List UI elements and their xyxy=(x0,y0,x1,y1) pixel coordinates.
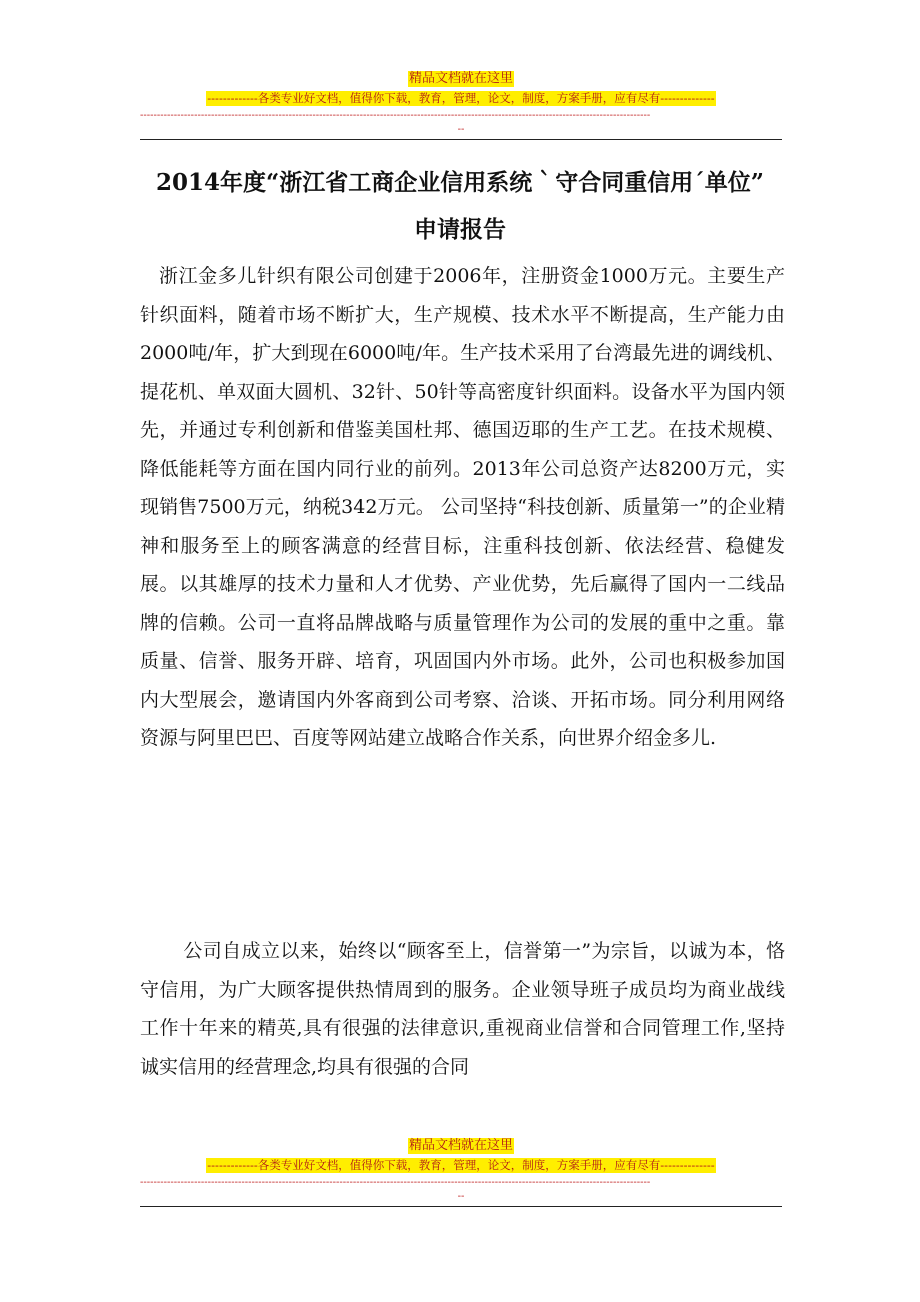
body-paragraph-1: 浙江金多儿针织有限公司创建于2006年，注册资金1000万元。主要生产针织面料，随着市场不断扩大，生产规模、技术水平不断提高，生产能力由2000吨/年，扩大到现在6000吨/年。生产技术采用了台湾最先进的调线机、提花机、单双面大圆机、32针、50针等高密度针织面料。设备水平为国内领先，并通过专利创新和借鉴美国杜邦、德国迈耶的生产工艺。在技术规模、降低能耗等方面在国内同行业的前列。2013年公司总资产达8200万元，实现销售7500万元，纳税342万元。 公司坚持“科技创新、质量第一”的企业精神和服务至上的顾客满意的经营目标，注重科技创新、依法经营、稳健发展。以其雄厚的技术力量和人才优势、产业优势，先后赢得了国内一二线品牌的信赖。公司一直将品牌战略与质量管理作为公司的发展的重中之重。靠质量、信誉、服务开辟、培育，巩固国内外市场。此外，公司也积极参加国内大型展会，邀请国内外客商到公司考察、洽谈、开拓市场。同分利用网络资源与阿里巴巴、百度等网站建立战略合作关系，向世界介绍金多儿. xyxy=(140,265,785,749)
footer-dash-tail: -- xyxy=(457,1191,465,1202)
header-dash-line: ------------------------------------------------------------------------------------------------------------------------------------------------------- xyxy=(140,110,651,121)
header-dash-tail: -- xyxy=(457,124,465,135)
footer-top-text: 精品文档就在这里 xyxy=(408,1138,513,1153)
footer-dash-line: ------------------------------------------------------------------------------------------------------------------------------------------------------- xyxy=(140,1177,651,1188)
footer-rule xyxy=(140,1206,782,1207)
document-title-line1: 2014年度“浙江省工商企业信用系统｀守合同重信用´单位” xyxy=(156,169,764,196)
footer-subtitle: -------------各类专业好文档，值得你下载，教育，管理，论文，制度，方案手册，应有尽有-------------- xyxy=(207,1158,715,1172)
page-header xyxy=(140,67,782,140)
document-title-line2: 申请报告 xyxy=(414,216,506,243)
page-footer xyxy=(140,1134,782,1207)
header-rule xyxy=(140,139,782,140)
body-paragraph-2 xyxy=(140,932,785,1086)
header-subtitle: -------------各类专业好文档，值得你下载，教育，管理，论文，制度，方案手册，应有尽有-------------- xyxy=(207,91,715,105)
body-paragraph-2-text: 公司自成立以来，始终以“顾客至上，信誉第一”为宗旨，以诚为本，恪守信用，为广大顾客提供热情周到的服务。企业领导班子成员均为商业战线工作十年来的精英,具有很强的法律意识,重视商业信誉和合同管理工作,坚持诚实信用的经营理念,均具有很强的合同 xyxy=(140,940,785,1078)
header-top-text: 精品文档就在这里 xyxy=(408,71,513,86)
